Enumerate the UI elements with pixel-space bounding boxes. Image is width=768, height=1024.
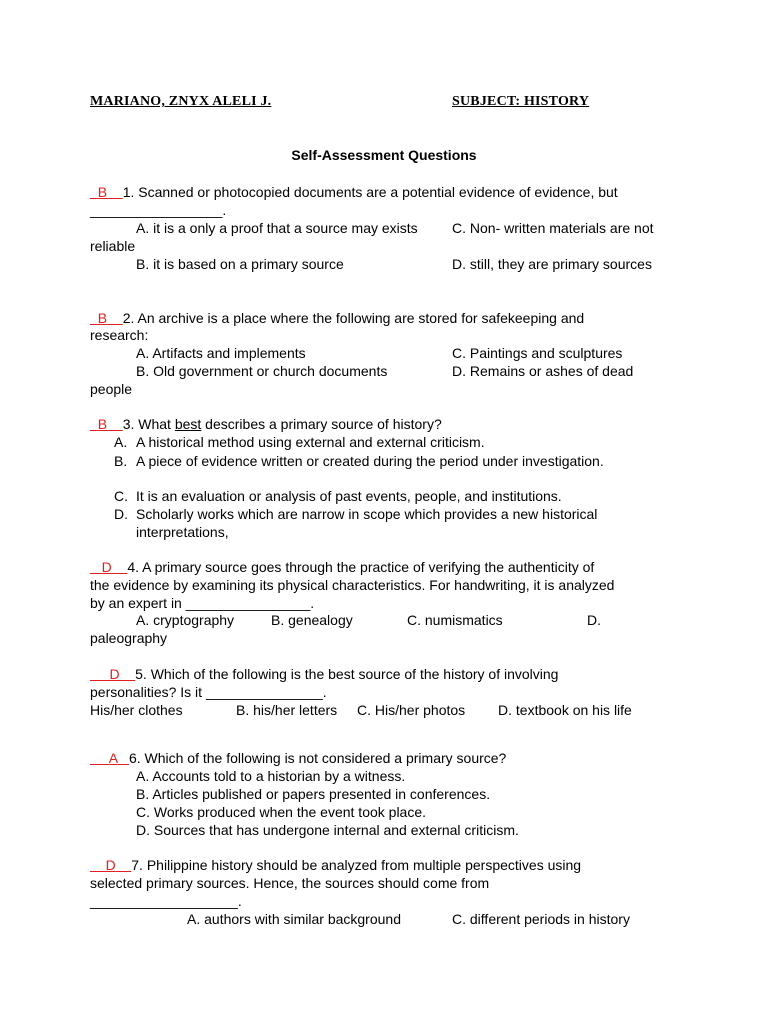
question-4-option-b: B. genealogy [271, 612, 353, 628]
question-2-option-d: D. Remains or ashes of dead [452, 363, 634, 379]
question-2-option-c: C. Paintings and sculptures [452, 345, 623, 361]
question-3-option-c: It is an evaluation or analysis of past events, people, and institutions. [136, 488, 562, 504]
question-3-option-a: A historical method using external and external criticism. [136, 434, 485, 450]
question-4-line-3: by an expert in ________________. [90, 595, 315, 611]
question-5-line-2: personalities? Is it _______________. [90, 684, 327, 700]
question-5-option-d: D. textbook on his life [498, 702, 632, 718]
page-title: Self-Assessment Questions [291, 147, 477, 163]
question-3-option-b-letter: B. [114, 453, 128, 469]
question-1-option-c: C. Non- written materials are not [452, 220, 654, 236]
subject-label: SUBJECT: HISTORY [452, 94, 590, 109]
question-7-line-2: selected primary sources. Hence, the sources should come from [90, 875, 490, 891]
question-1-option-b: B. it is based on a primary source [136, 256, 344, 272]
answer-5: D [109, 666, 120, 682]
question-4-option-a: A. cryptography [136, 612, 235, 628]
question-1-option-a: A. it is a only a proof that a source may exists [136, 220, 418, 236]
question-5-option-c: C. His/her photos [357, 702, 466, 718]
question-5-option-a: His/her clothes [90, 702, 183, 718]
question-3-option-a-letter: A. [114, 434, 128, 450]
question-2-line-2: research: [90, 327, 149, 343]
question-1-line-2: _________________. [90, 202, 227, 218]
question-3-option-d-letter: D. [114, 506, 128, 522]
answer-1: B [97, 184, 108, 200]
question-7-option-a: A. authors with similar background [187, 911, 401, 927]
question-6-option-d: D. Sources that has undergone internal and external criticism. [136, 822, 519, 838]
answer-6: A [108, 750, 118, 766]
question-4-option-d: D. [587, 612, 601, 628]
question-3: B 3. What best describes a primary source of history? [90, 415, 442, 433]
question-6-option-a: A. Accounts told to a historian by a witness. [136, 768, 406, 784]
question-2-option-a: A. Artifacts and implements [136, 345, 306, 361]
question-2-option-b: B. Old government or church documents [136, 363, 388, 379]
question-1: B 1. Scanned or photocopied documents are a potential evidence of evidence, but [90, 183, 618, 201]
question-6-option-b: B. Articles published or papers presented in conferences. [136, 786, 491, 802]
question-3-option-d-cont: interpretations, [136, 524, 229, 540]
question-1-option-d: D. still, they are primary sources [452, 256, 652, 272]
question-2-option-d-cont: people [90, 381, 133, 397]
question-3-option-b: A piece of evidence written or created during the period under investigation. [136, 453, 604, 469]
answer-3: B [97, 416, 108, 432]
question-6: A 6. Which of the following is not considered a primary source? [90, 749, 506, 767]
question-5: D 5. Which of the following is the best source of the history of involving [90, 665, 558, 683]
question-3-option-c-letter: C. [114, 488, 128, 504]
question-7-option-c: C. different periods in history [452, 911, 630, 927]
question-4-line-2: the evidence by examining its physical characteristics. For handwriting, it is analyzed [90, 577, 615, 593]
question-7: D 7. Philippine history should be analyzed from multiple perspectives using [90, 856, 581, 874]
question-3-option-d: Scholarly works which are narrow in scope which provides a new historical [136, 506, 598, 522]
student-name: MARIANO, ZNYX ALELI J. [90, 94, 272, 109]
question-2: B 2. An archive is a place where the following are stored for safekeeping and [90, 309, 584, 327]
question-7-line-3: ___________________. [90, 893, 242, 909]
question-1-option-c-cont: reliable [90, 238, 136, 254]
question-6-option-c: C. Works produced when the event took place. [136, 804, 427, 820]
question-4-option-d-cont: paleography [90, 630, 168, 646]
question-5-option-b: B. his/her letters [236, 702, 338, 718]
answer-2: B [97, 310, 108, 326]
answer-7: D [105, 857, 116, 873]
answer-4: D [101, 559, 112, 575]
question-4-option-c: C. numismatics [407, 612, 503, 628]
question-4: D 4. A primary source goes through the practice of verifying the authenticity of [90, 558, 594, 576]
